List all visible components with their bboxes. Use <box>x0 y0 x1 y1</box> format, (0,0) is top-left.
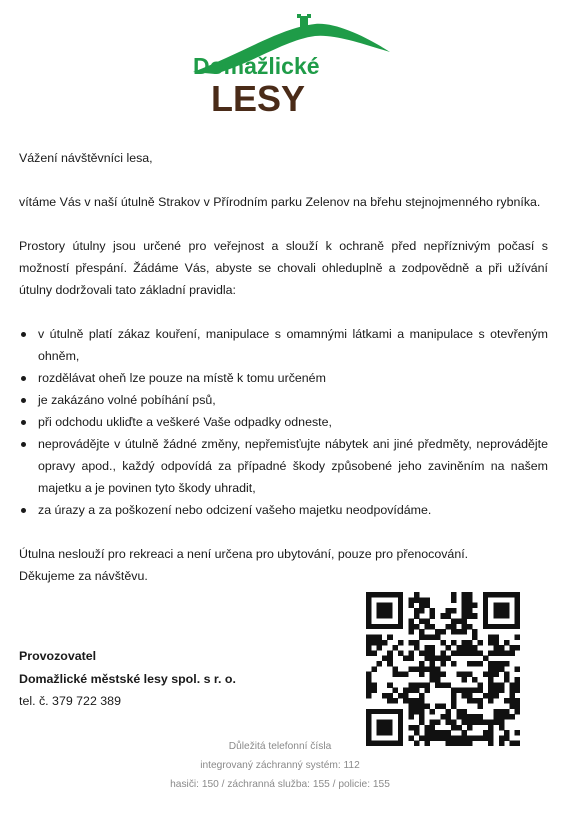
list-item <box>19 411 548 433</box>
provider-block <box>19 645 236 713</box>
list-item <box>19 367 548 389</box>
bullet-icon <box>21 508 26 513</box>
bullet-icon <box>21 398 26 403</box>
list-item <box>19 499 548 521</box>
list-item <box>19 389 548 411</box>
emergency-title: Důležitá telefonní čísla <box>228 741 332 752</box>
provider-label: Provozovatel <box>19 649 97 663</box>
logo-line-2: LESY <box>211 78 306 118</box>
provider-company: Domažlické městské lesy spol. s r. o. <box>19 671 236 686</box>
logo-line-1: Domažlické <box>193 53 320 79</box>
emergency-line-2: hasiči: 150 / záchranná služba: 155 / policie: 155 <box>170 779 390 790</box>
qr-code[interactable] <box>366 592 520 746</box>
rule-text: v útulně platí zákaz kouření, manipulace s omamnými látkami a manipulace s otevřeným ohněm, <box>38 327 548 363</box>
rule-text: za úrazy a za poškození nebo odcizení vašeho majetku neodpovídáme. <box>38 503 432 517</box>
emergency-numbers <box>140 737 420 794</box>
list-item <box>19 323 548 367</box>
intro-paragraph: Prostory útulny jsou určené pro veřejnost a slouží k ochraně před nepříznivým počasí s možností přespání. Žádáme Vás, abyste se chovali ohleduplně a zodpovědně a při užívání útulny dodržovali tato základní pravidla: <box>19 239 548 297</box>
rule-text: je zakázáno volné pobíhání psů, <box>38 393 216 407</box>
bullet-icon <box>21 332 26 337</box>
bullet-icon <box>21 442 26 447</box>
rules-list <box>19 323 548 521</box>
rule-text: rozdělávat oheň lze pouze na místě k tomu určeném <box>38 371 326 385</box>
letter-body <box>19 147 548 587</box>
welcome-paragraph: vítáme Vás v naší útulně Strakov v Přírodním parku Zelenov na břehu stejnojmenného rybníka. <box>19 195 541 209</box>
thanks-line: Děkujeme za návštěvu. <box>19 569 148 583</box>
greeting: Vážení návštěvníci lesa, <box>19 151 153 165</box>
rule-text: při odchodu ukliďte a veškeré Vaše odpadky odneste, <box>38 415 332 429</box>
company-logo <box>185 14 395 118</box>
bullet-icon <box>21 420 26 425</box>
rule-text: neprovádějte v útulně žádné změny, nepřemisťujte nábytek ani jiné předměty, neprovádějte opravy apod., každý odpovídá za případné škody způsobené jeho zaviněním na našem majetku a je povinen tyto škody uhradit, <box>38 437 548 495</box>
logo-graphic <box>185 14 395 118</box>
list-item <box>19 433 548 499</box>
bullet-icon <box>21 376 26 381</box>
provider-phone: tel. č. 379 722 389 <box>19 694 121 708</box>
emergency-line-1: integrovaný záchranný systém: 112 <box>200 760 360 771</box>
closing-paragraph: Útulna neslouží pro rekreaci a není určena pro ubytování, pouze pro přenocování. <box>19 547 469 561</box>
